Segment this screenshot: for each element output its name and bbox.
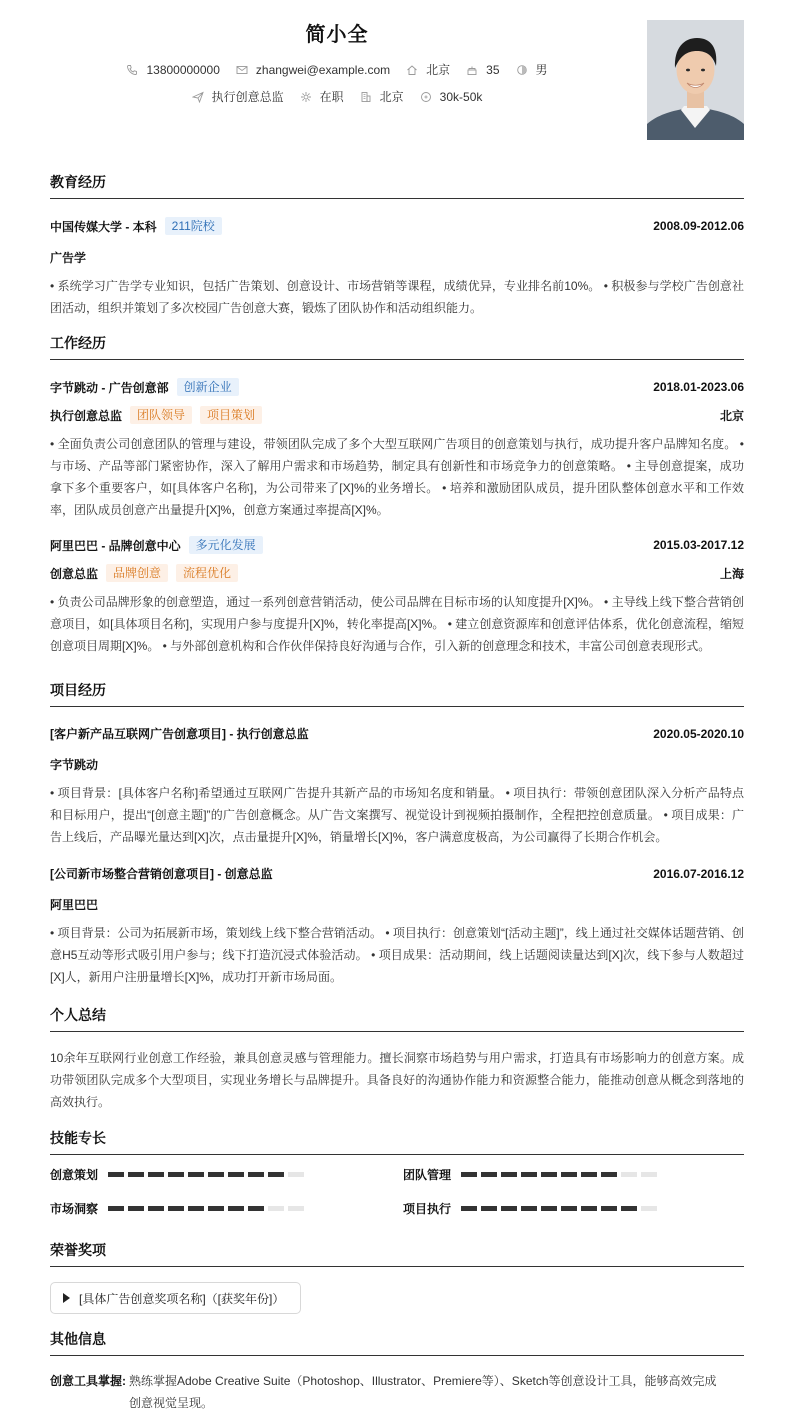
work-role: 执行创意总监 (50, 408, 123, 423)
skill-bar-segment (561, 1172, 577, 1177)
home-icon (406, 64, 418, 76)
skill-bar-segment (601, 1172, 617, 1177)
skill-bar-segment (641, 1172, 657, 1177)
skill-level-bar (108, 1172, 308, 1177)
skill-bar-segment (621, 1172, 637, 1177)
phone-text: 13800000000 (146, 62, 220, 77)
caret-right-icon (63, 1293, 70, 1303)
work-company-tag: 创新企业 (177, 378, 239, 396)
avatar-illustration (647, 20, 744, 140)
skill-bar-segment (248, 1172, 264, 1177)
skill-bar-segment (561, 1206, 577, 1211)
skill-bar-segment (541, 1172, 557, 1177)
project-period: 2016.07-2016.12 (653, 866, 744, 881)
skill-name: 项目执行 (403, 1202, 452, 1216)
skill-bar-segment (208, 1206, 224, 1211)
project-org-row (50, 756, 744, 773)
work-company: 字节跳动 - 广告创意部 (50, 380, 169, 395)
role-tag: 项目策划 (200, 406, 262, 424)
skill-bar-segment (128, 1172, 144, 1177)
skill-bar-segment (168, 1206, 184, 1211)
skill-bar-segment (461, 1206, 477, 1211)
skill-bar-segment (521, 1206, 537, 1211)
work-role: 创意总监 (50, 566, 99, 581)
work-company-row (50, 378, 744, 396)
education-section (50, 172, 744, 319)
skill-bar-segment (188, 1206, 204, 1211)
skill-bar-segment (581, 1172, 597, 1177)
age-text: 35 (486, 62, 500, 77)
candidate-name: 简小全 (305, 24, 369, 46)
phone-info (126, 63, 219, 77)
work-company-row (50, 536, 744, 554)
project-name: [公司新市场整合营销创意项目] - 创意总监 (50, 867, 273, 881)
projects-section (50, 680, 744, 988)
education-period: 2008.09-2012.06 (653, 219, 744, 233)
work-role-row (50, 564, 744, 582)
skill-bar-segment (541, 1206, 557, 1211)
gender-text: 男 (535, 63, 548, 77)
other-text-line: 创意视觉呈现。 (129, 1396, 214, 1410)
skill-bar-segment (288, 1206, 304, 1211)
summary-text: 10余年互联网行业创意工作经验，兼具创意灵感与管理能力。擅长洞察市场趋势与用户需求，打造具有市场影响力的创意方案。成功带领团队完成多个大型项目，实现业务增长与品牌提升。具备良好的沟通协作能力和资源整合能力，能推动创意从概念到落地的高效执行。 (50, 1051, 744, 1109)
skill-bar-segment (148, 1206, 164, 1211)
school-tag: 211院校 (165, 217, 222, 235)
skill-bar-segment (581, 1206, 597, 1211)
status-text: 在职 (319, 90, 344, 104)
skill-bar-segment (208, 1172, 224, 1177)
skill-bar-segment (501, 1172, 517, 1177)
other-label: 创意工具掌握: (50, 1374, 126, 1388)
skill-bar-segment (481, 1206, 497, 1211)
work-title: 工作经历 (50, 333, 744, 360)
skill-bar-segment (268, 1206, 284, 1211)
education-title: 教育经历 (50, 172, 744, 199)
building-icon (360, 91, 372, 103)
coin-icon (420, 91, 432, 103)
gender-icon (516, 64, 528, 76)
expect-city-text: 北京 (379, 90, 404, 104)
skill-bar-segment (501, 1206, 517, 1211)
education-header-row (50, 217, 744, 235)
other-text-line: 熟练掌握Adobe Creative Suite（Photoshop、Illustrator、Premiere等）、Sketch等创意设计工具，能够高效完成 (129, 1374, 717, 1388)
work-desc: • 负责公司品牌形象的创意塑造，通过一系列创意营销活动，使公司品牌在目标市场的认知度提升[X]%。 • 主导线上线下整合营销创意项目，如[具体项目名称]，实现用户参与度提升[X]%，转化率提高[X]%。 • 建立创意资源库和创意评估体系，优化创意流程，缩短创意项目周期[X]%。 • 与外部创意机构和合作伙伴保持良好沟通与合作，引入新的创意理念和技术，丰富公司创意表现形式。 (50, 595, 744, 653)
skill-name: 团队管理 (403, 1168, 452, 1182)
skill-bar-segment (461, 1172, 477, 1177)
summary-title: 个人总结 (50, 1005, 744, 1032)
skill-bar-segment (108, 1206, 124, 1211)
work-role-row (50, 406, 744, 424)
major-name: 广告学 (50, 251, 87, 265)
role-tag: 品牌创意 (106, 564, 168, 582)
skill-level-bar (461, 1206, 661, 1211)
skill-bar-segment (248, 1206, 264, 1211)
skill-item (50, 1166, 308, 1183)
skill-bar-segment (188, 1172, 204, 1177)
work-period: 2015.03-2017.12 (653, 538, 744, 552)
cake-icon (466, 64, 478, 76)
skill-bar-segment (641, 1206, 657, 1211)
skill-item (403, 1166, 661, 1183)
intent-row (50, 88, 624, 105)
awards-section (50, 1240, 744, 1320)
skill-bar-segment (108, 1172, 124, 1177)
work-section (50, 333, 744, 657)
phone-icon (126, 64, 138, 76)
other-section (50, 1329, 744, 1414)
skills-title: 技能专长 (50, 1128, 744, 1155)
skill-name: 市场洞察 (50, 1202, 99, 1216)
position-text: 执行创意总监 (211, 90, 284, 104)
skill-name: 创意策划 (50, 1168, 99, 1182)
project-desc: • 项目背景：公司为拓展新市场，策划线上线下整合营销活动。 • 项目执行：创意策划“[活动主题]”，线上通过社交媒体话题营销、创意H5互动等形式吸引用户参与；线下打造沉浸式体验活动。 • 项目成果：活动期间，线上话题阅读量达到[X]次，线下参与人数超过[X]人，新用户注册量增长[X]%，成功打开新市场局面。 (50, 926, 744, 984)
major-row (50, 249, 744, 266)
project-period: 2020.05-2020.10 (653, 726, 744, 741)
school-name: 中国传媒大学 - 本科 (50, 219, 157, 234)
skill-bar-segment (148, 1172, 164, 1177)
skill-bar-segment (228, 1172, 244, 1177)
work-location: 北京 (719, 408, 744, 423)
salary-info (420, 90, 483, 104)
skill-bar-segment (521, 1172, 537, 1177)
skill-bar-segment (168, 1172, 184, 1177)
salary-text: 30k-50k (439, 89, 483, 104)
work-desc: • 全面负责公司创意团队的管理与建设，带领团队完成了多个大型互联网广告项目的创意策划与执行，成功提升客户品牌知名度。 • 与市场、产品等部门紧密协作，深入了解用户需求和市场趋势，制定具有创新性和市场竞争力的创意策略。 • 主导创意提案，成功拿下多个重要客户，如[具体客户名称]，为公司带来了[X]%的业务增长。 • 培养和激励团队成员，提升团队整体创意水平和工作效率，团队成员创意产出量提升[X]%，创意方案通过率提高[X]%。 (50, 437, 744, 517)
position-info (192, 88, 284, 105)
work-company-tag: 多元化发展 (189, 536, 263, 554)
expect-city-info (360, 88, 404, 105)
skill-bar-segment (481, 1172, 497, 1177)
other-text (129, 1370, 717, 1414)
age-info (466, 63, 499, 77)
award-item[interactable] (50, 1282, 301, 1314)
award-text: [具体广告创意奖项名称]（[获奖年份]） (79, 1291, 285, 1306)
email-info (236, 63, 390, 77)
skill-bar-segment (128, 1206, 144, 1211)
work-company: 阿里巴巴 - 品牌创意中心 (50, 538, 181, 553)
skill-level-bar (461, 1172, 661, 1177)
other-info-row (50, 1370, 744, 1414)
work-location: 上海 (719, 566, 744, 581)
city-info (406, 61, 450, 78)
project-org: 字节跳动 (50, 758, 99, 772)
contact-row (50, 61, 624, 78)
role-tag: 流程优化 (176, 564, 238, 582)
summary-section (50, 1005, 744, 1113)
education-desc: • 系统学习广告学专业知识，包括广告策划、创意设计、市场营销等课程，成绩优异，专业排名前10%。 • 积极参与学校广告创意社团活动，组织并策划了多次校园广告创意大赛，锻炼了团队协作和活动组织能力。 (50, 279, 744, 315)
status-icon (300, 91, 312, 103)
skill-item (403, 1200, 661, 1217)
gender-info (516, 61, 548, 78)
email-text: zhangwei@example.com (255, 62, 391, 77)
project-org: 阿里巴巴 (50, 898, 99, 912)
skill-bar-segment (268, 1172, 284, 1177)
city-text: 北京 (426, 63, 451, 77)
role-tag: 团队领导 (130, 406, 192, 424)
skill-bar-segment (228, 1206, 244, 1211)
skills-section (50, 1128, 744, 1228)
project-header-row (50, 865, 744, 882)
skill-bar-segment (621, 1206, 637, 1211)
work-period: 2018.01-2023.06 (653, 380, 744, 394)
other-title: 其他信息 (50, 1329, 744, 1356)
project-org-row (50, 896, 744, 913)
send-icon (192, 91, 204, 103)
project-name: [客户新产品互联网广告创意项目] - 执行创意总监 (50, 727, 309, 741)
project-desc: • 项目背景：[具体客户名称]希望通过互联网广告提升其新产品的市场知名度和销量。 • 项目执行：带领创意团队深入分析产品特点和目标用户，提出“[创意主题]”的广告创意概念。从广告文案撰写、视觉设计到视频拍摄制作，全程把控创意质量。 • 项目成果：广告上线后，产品曝光量达到[X]次，点击量提升[X]%，销量增长[X]%，客户满意度极高，为公司赢得了长期合作机会。 (50, 786, 744, 844)
profile-photo (647, 20, 744, 140)
skill-level-bar (108, 1206, 308, 1211)
skill-bar-segment (288, 1172, 304, 1177)
projects-title: 项目经历 (50, 680, 744, 707)
project-header-row (50, 725, 744, 742)
skill-item (50, 1200, 308, 1217)
status-info (300, 88, 344, 105)
skill-bar-segment (601, 1206, 617, 1211)
awards-title: 荣誉奖项 (50, 1240, 744, 1267)
mail-icon (236, 64, 248, 76)
